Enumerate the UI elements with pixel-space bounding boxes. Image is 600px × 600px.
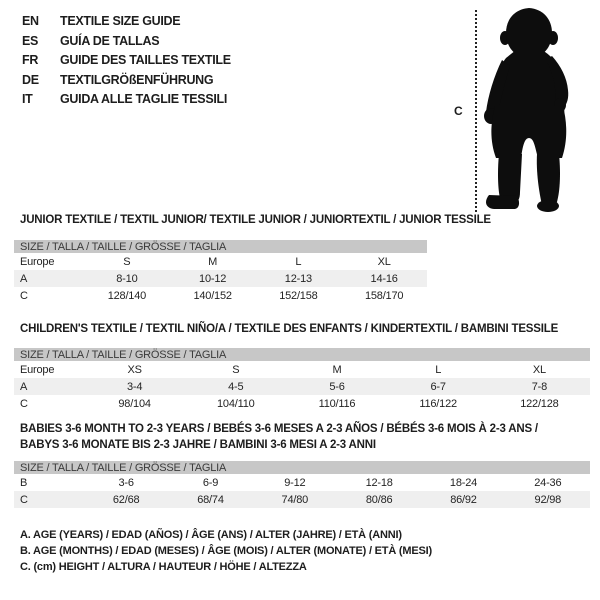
value-cell: 6-9 <box>202 476 219 489</box>
table-row <box>14 270 427 287</box>
row-label-cell: C <box>14 491 84 508</box>
row-label-cell: Europe <box>20 255 55 268</box>
table-band-row <box>14 348 590 361</box>
babies-section-title-line2: BABYS 3-6 MONATE BIS 2-3 JAHRE / BAMBINI 3-6 MESI A 2-3 ANNI <box>20 439 376 451</box>
value-cell: 24-36 <box>534 476 562 489</box>
value-cell: 8-10 <box>84 270 170 287</box>
language-label: GUÍA DE TALLAS <box>60 33 160 48</box>
value-cell: 10-12 <box>170 270 256 287</box>
legend-line-c: C. (cm) HEIGHT / ALTURA / HAUTEUR / HÖHE / ALTEZZA <box>20 561 307 573</box>
legend-line-a: A. AGE (YEARS) / EDAD (AÑOS) / ÂGE (ANS) / ALTER (JAHRE) / ETÀ (ANNI) <box>20 529 402 541</box>
value-cell: M <box>332 363 342 376</box>
legend <box>20 527 432 575</box>
table-row <box>14 474 590 491</box>
language-code: FR <box>22 53 39 67</box>
row-label-cell: C <box>20 397 28 410</box>
row-label-cell: A <box>14 270 84 287</box>
language-label: TEXTILGRÖßENFÜHRUNG <box>60 72 214 87</box>
table-row <box>14 361 590 378</box>
value-cell: 62/68 <box>84 491 168 508</box>
table-band-label: SIZE / TALLA / TAILLE / GRÖSSE / TAGLIA <box>14 461 590 474</box>
value-cell: L <box>295 255 302 268</box>
value-cell: 152/158 <box>279 289 318 302</box>
table-band-row <box>14 240 427 253</box>
language-label: GUIDE DES TAILLES TEXTILE <box>60 53 231 67</box>
value-cell: 3-4 <box>84 378 185 395</box>
baby-figure <box>440 0 600 220</box>
table-row <box>14 287 427 304</box>
row-label-cell: A <box>14 378 84 395</box>
language-label: GUIDA ALLE TAGLIE TESSILI <box>60 92 228 106</box>
table-row <box>14 253 427 270</box>
value-cell: 12-13 <box>256 270 342 287</box>
value-cell: XL <box>377 255 391 268</box>
value-cell: 12-18 <box>365 476 393 489</box>
row-label-cell: Europe <box>20 363 55 376</box>
value-cell: 5-6 <box>286 378 387 395</box>
children-size-table <box>14 348 590 412</box>
table-row <box>14 491 590 508</box>
language-row <box>22 90 231 110</box>
language-code: DE <box>22 72 39 87</box>
language-label: TEXTILE SIZE GUIDE <box>60 14 181 28</box>
height-measure-label: C <box>454 104 463 118</box>
value-cell: 122/128 <box>520 397 559 410</box>
language-list <box>22 12 231 110</box>
baby-silhouette-icon <box>482 6 576 212</box>
language-row <box>22 51 231 71</box>
value-cell: XS <box>127 363 142 376</box>
value-cell: 128/140 <box>107 289 147 302</box>
table-band-label: SIZE / TALLA / TAILLE / GRÖSSE / TAGLIA <box>14 348 590 361</box>
language-code: IT <box>22 92 33 106</box>
row-label-cell: C <box>20 289 28 302</box>
height-measure-line <box>475 10 477 212</box>
value-cell: 14-16 <box>341 270 427 287</box>
value-cell: 4-5 <box>185 378 286 395</box>
language-row <box>22 12 231 32</box>
value-cell: L <box>435 363 442 376</box>
language-code: EN <box>22 14 39 28</box>
value-cell: 7-8 <box>489 378 590 395</box>
value-cell: 80/86 <box>337 491 421 508</box>
table-band-row <box>14 461 590 474</box>
value-cell: M <box>208 255 218 268</box>
value-cell: 18-24 <box>449 476 478 489</box>
value-cell: 104/110 <box>217 397 255 410</box>
language-code: ES <box>22 33 39 48</box>
value-cell: 9-12 <box>284 476 306 489</box>
babies-section-title: BABIES 3-6 MONTH TO 2-3 YEARS / BEBÉS 3-6 MESES A 2-3 AÑOS / BÉBÉS 3-6 MOIS À 2-3 ANS / <box>20 423 538 435</box>
value-cell: 86/92 <box>421 491 505 508</box>
value-cell: S <box>232 363 240 376</box>
junior-size-table <box>14 240 427 304</box>
children-section-title: CHILDREN'S TEXTILE / TEXTIL NIÑO/A / TEXTILE DES ENFANTS / KINDERTEXTIL / BAMBINI TESSILE <box>20 323 559 335</box>
value-cell: 116/122 <box>419 397 457 410</box>
value-cell: 68/74 <box>168 491 252 508</box>
table-row <box>14 378 590 395</box>
value-cell: XL <box>532 363 546 376</box>
value-cell: 110/116 <box>318 397 356 410</box>
legend-line-b: B. AGE (MONTHS) / EDAD (MESES) / ÂGE (MOIS) / ALTER (MONATE) / ETÀ (MESI) <box>20 545 432 557</box>
babies-size-table <box>14 461 590 508</box>
value-cell: 6-7 <box>388 378 489 395</box>
value-cell: 74/80 <box>253 491 337 508</box>
junior-section-title: JUNIOR TEXTILE / TEXTIL JUNIOR/ TEXTILE JUNIOR / JUNIORTEXTIL / JUNIOR TESSILE <box>20 214 491 226</box>
value-cell: S <box>123 255 131 268</box>
table-band-label: SIZE / TALLA / TAILLE / GRÖSSE / TAGLIA <box>14 240 427 253</box>
language-row <box>22 32 231 52</box>
value-cell: 92/98 <box>506 491 590 508</box>
row-label-cell: B <box>20 476 28 489</box>
language-row <box>22 71 231 91</box>
value-cell: 140/152 <box>193 289 232 302</box>
table-row <box>14 395 590 412</box>
value-cell: 3-6 <box>118 476 134 489</box>
value-cell: 158/170 <box>364 289 404 302</box>
value-cell: 98/104 <box>118 397 151 410</box>
